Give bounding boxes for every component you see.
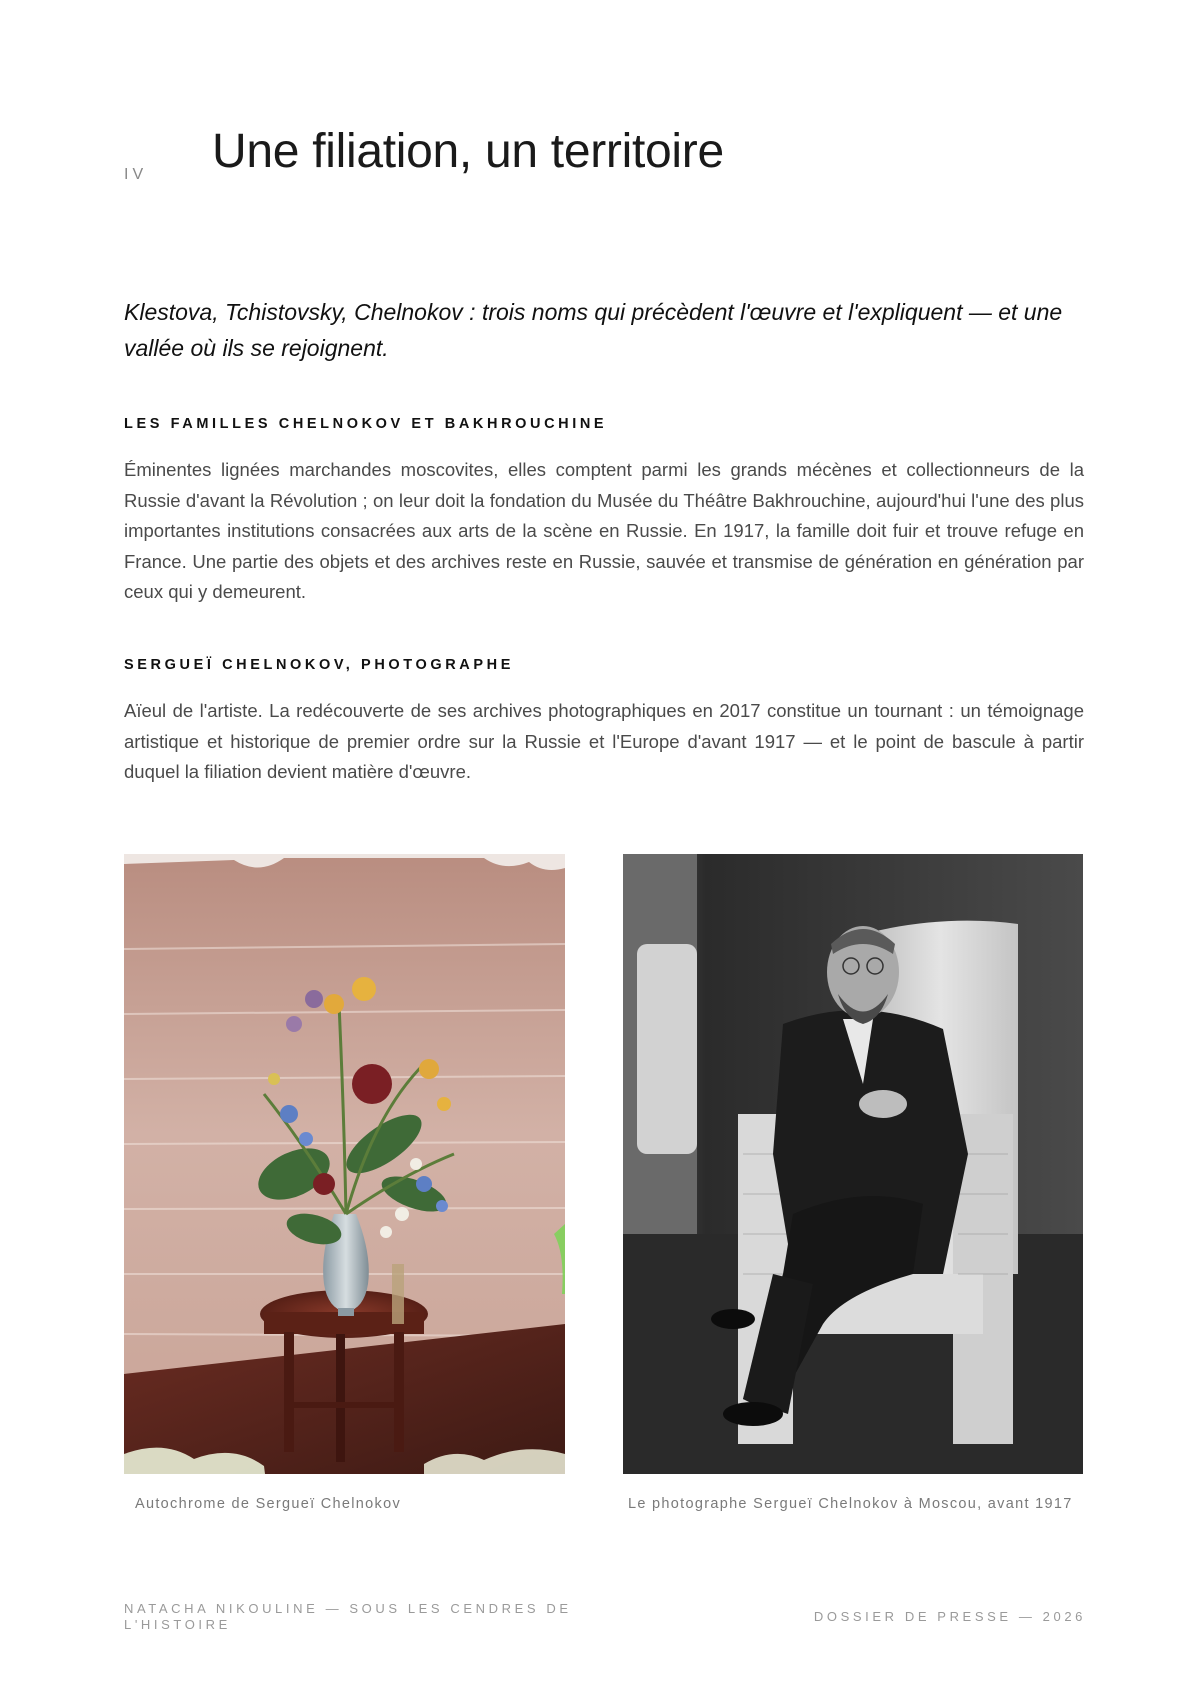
section-heading-photographer: SERGUEÏ CHELNOKOV, PHOTOGRAPHE — [124, 657, 514, 673]
autochrome-flower-vase-image — [124, 854, 565, 1474]
footer-right: DOSSIER DE PRESSE — 2026 — [813, 1609, 1086, 1624]
section-body-families: Éminentes lignées marchandes moscovites, elles comptent parmi les grands mécènes et collectionneurs de la Russie d'avant la Révolution ; on leur doit la fondation du Musée du Théâtre Bakhrouchine, aujourd'hui l'une des plus importantes institutions consacrées aux arts de la scène en Russie. En 1917, la famille doit fuir et trouve refuge en France. Une partie des objets et des archives reste en Russie, sauvée et transmise de génération en génération par ceux qui y demeurent. — [124, 459, 1084, 603]
bw-portrait-seated-man-image — [623, 854, 1083, 1474]
portrait-photo — [623, 854, 1083, 1474]
autochrome-photo — [124, 854, 565, 1474]
caption-portrait: Le photographe Sergueï Chelnokov à Moscou, avant 1917 — [628, 1496, 1073, 1512]
section-number: IV — [124, 166, 148, 183]
footer-left: NATACHA NIKOULINE — SOUS LES CENDRES DE L'HISTOIRE — [124, 1601, 572, 1632]
lead-paragraph: Klestova, Tchistovsky, Chelnokov : trois noms qui précèdent l'œuvre et l'expliquent — et une vallée où ils se rejoignent. — [124, 299, 1063, 361]
section-heading-families: LES FAMILLES CHELNOKOV ET BAKHROUCHINE — [124, 416, 608, 432]
page-title: Une filiation, un territoire — [212, 125, 724, 178]
section-body-photographer: Aïeul de l'artiste. La redécouverte de ses archives photographiques en 2017 constitue un tournant : un témoignage artistique et historique de premier ordre sur la Russie et l'Europe d'avant 1917 — et le point de bascule à partir duquel la filiation devient matière d'œuvre. — [124, 700, 1084, 783]
caption-autochrome: Autochrome de Sergueï Chelnokov — [135, 1496, 401, 1512]
